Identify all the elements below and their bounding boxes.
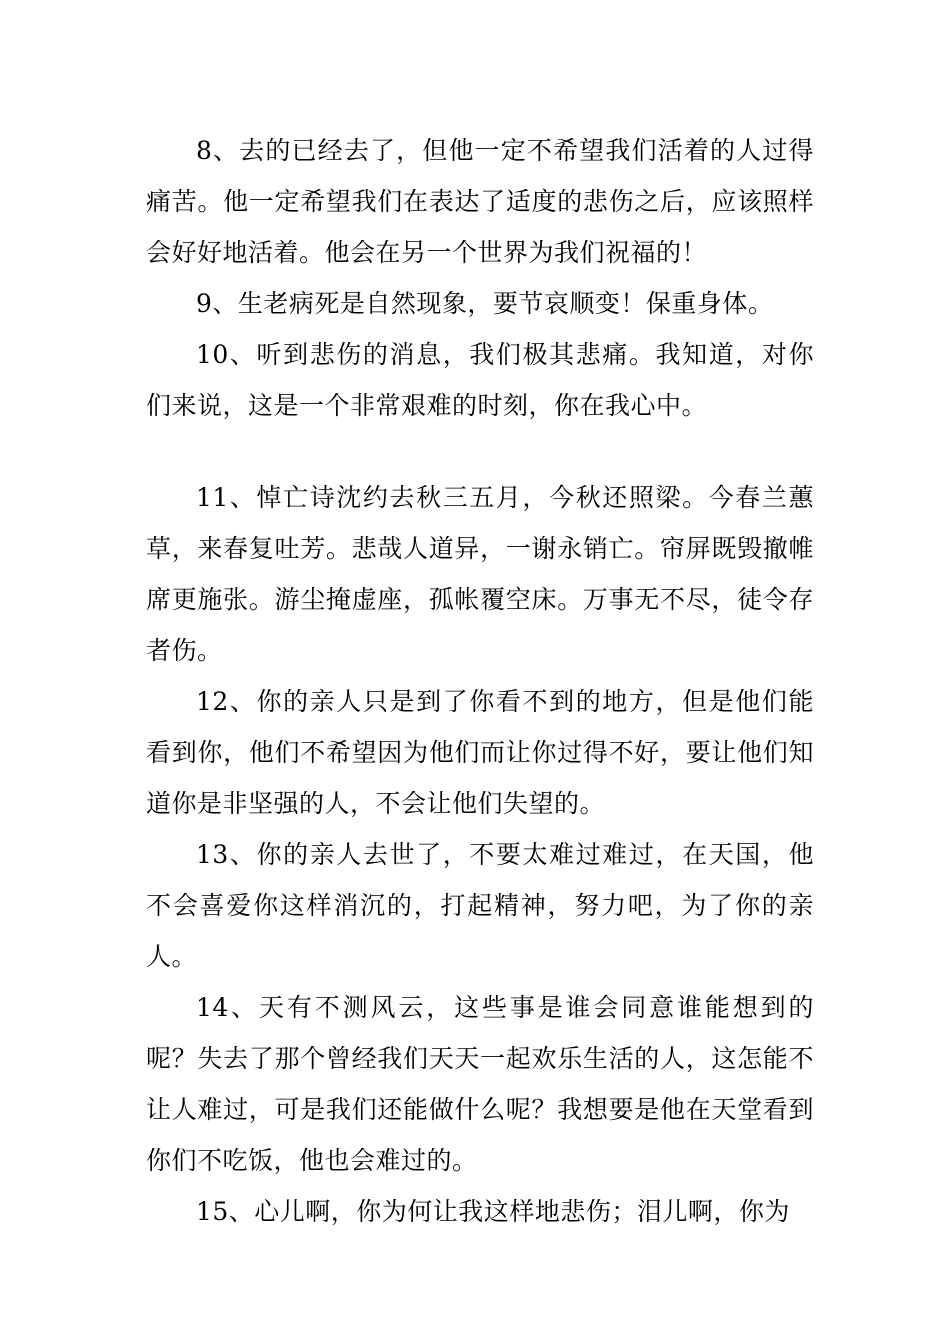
paragraph-13: 13、你的亲人去世了，不要太难过难过，在天国，他不会喜爱你这样消沉的，打起精神，努力吧，为了你的亲人。	[146, 840, 814, 971]
paragraph-15: 15、心儿啊，你为何让我这样地悲伤；泪儿啊，你为	[196, 1197, 790, 1226]
paragraph-8: 8、去的已经去了，但他一定不希望我们活着的人过得痛苦。他一定希望我们在表达了适度的悲伤之后，应该照样会好好地活着。他会在另一个世界为我们祝福的！	[146, 136, 814, 267]
paragraph-14: 14、天有不测风云，这些事是谁会同意谁能想到的呢？失去了那个曾经我们天天一起欢乐生活的人，这怎能不让人难过，可是我们还能做什么呢？我想要是他在天堂看到你们不吃饭，他也会难过的。	[146, 993, 814, 1175]
paragraph-11: 11、悼亡诗沈约去秋三五月，今秋还照梁。今春兰蕙草，来春复吐芳。悲哉人道异，一谢永销亡。帘屏既毁撤帷席更施张。游尘掩虚座，孤帐覆空床。万事无不尽，徒令存者伤。	[146, 483, 814, 665]
paragraph-12: 12、你的亲人只是到了你看不到的地方，但是他们能看到你，他们不希望因为他们而让你过得不好，要让他们知道你是非坚强的人，不会让他们失望的。	[146, 687, 814, 818]
paragraph-9: 9、生老病死是自然现象，要节哀顺变！保重身体。	[196, 289, 774, 318]
paragraph-10: 10、听到悲伤的消息，我们极其悲痛。我知道，对你们来说，这是一个非常艰难的时刻，你在我心中。	[146, 340, 814, 420]
